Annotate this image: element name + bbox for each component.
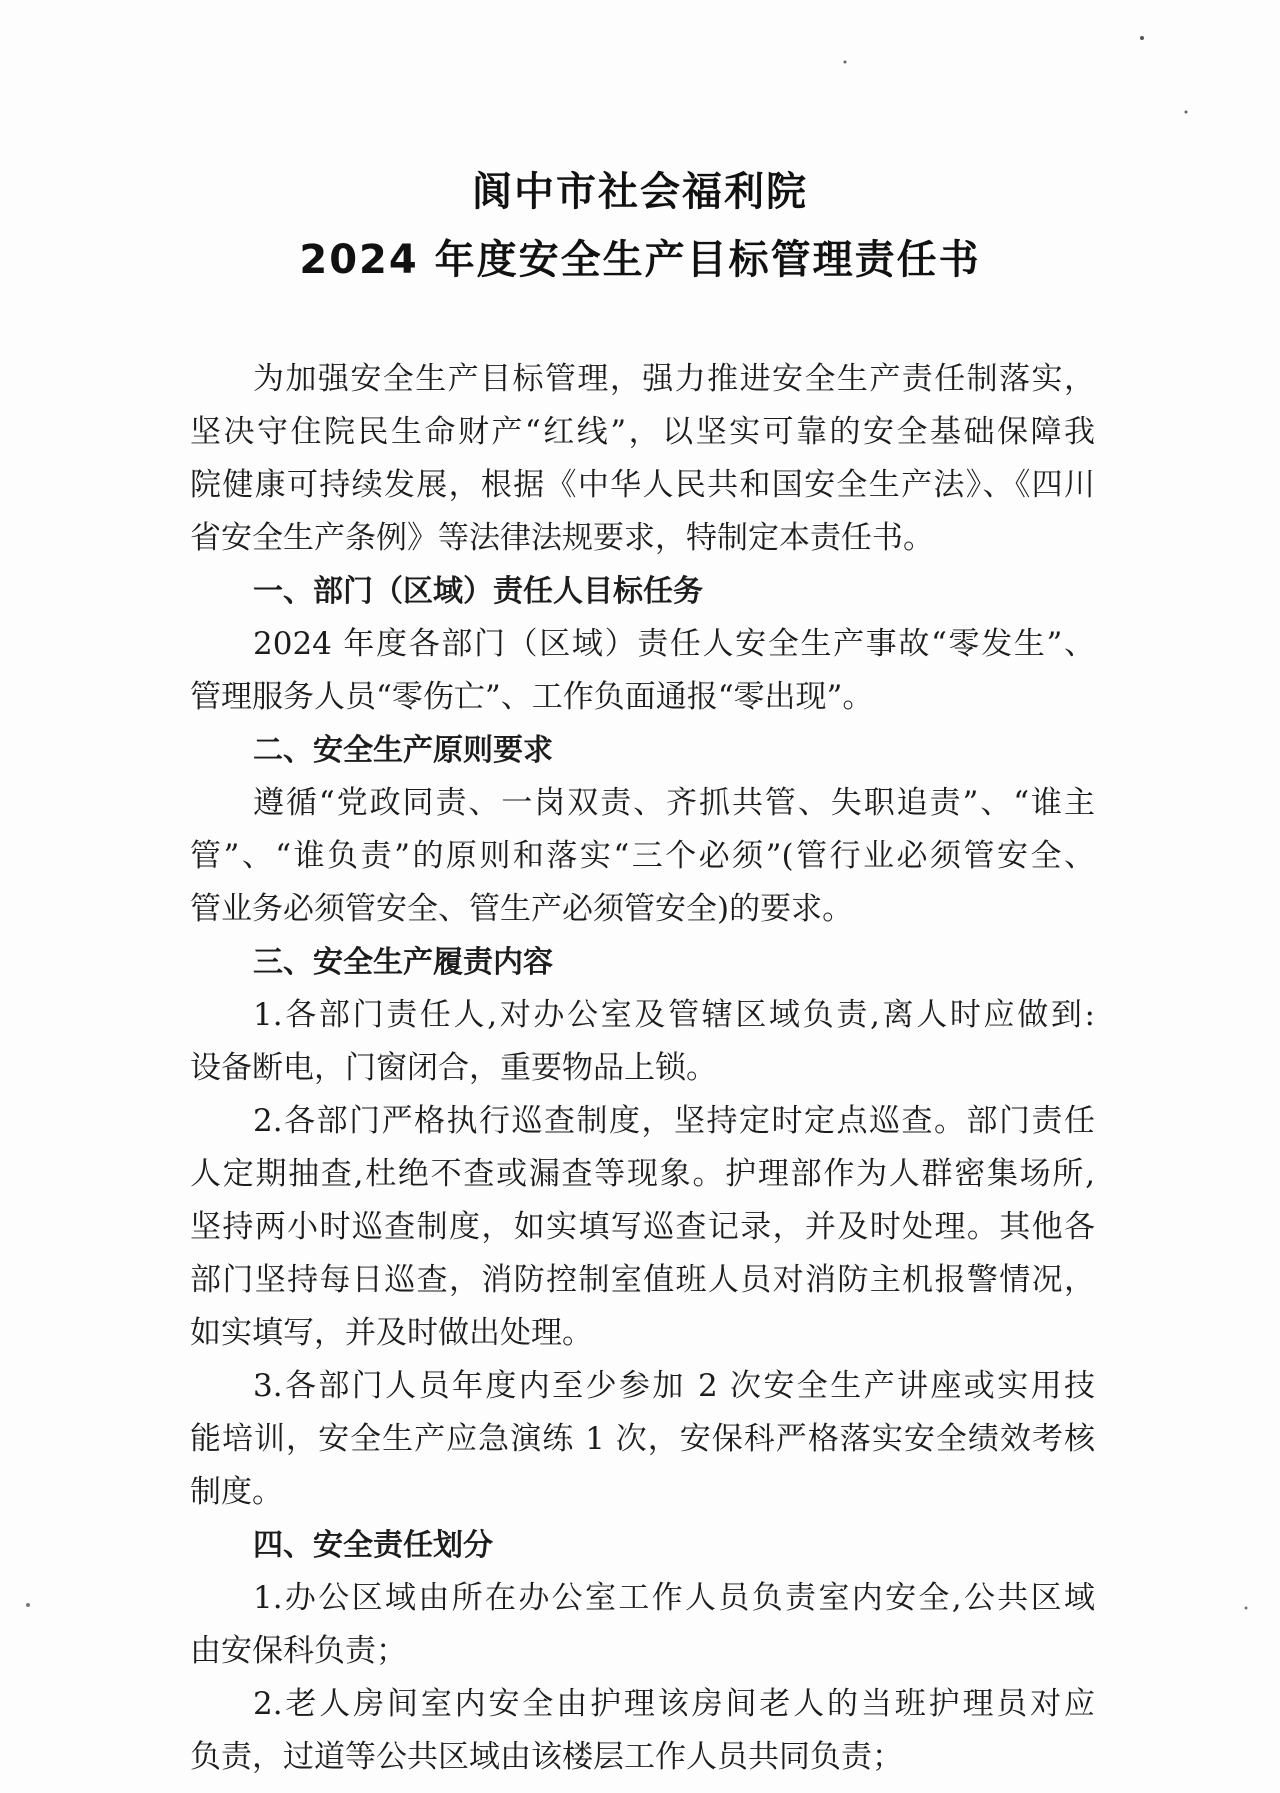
text-line: 管业务必须管安全、管生产必须管安全)的要求。: [190, 891, 854, 927]
section-heading: 一、部门（区域）责任人目标任务: [253, 574, 703, 609]
document-body: [190, 353, 1095, 1784]
text-line: 1.各部门责任人,对办公室及管辖区域负责,离人时应做到:: [253, 997, 1095, 1033]
text-line: 人定期抽查,杜绝不查或漏查等现象。护理部作为人群密集场所,: [190, 1156, 1095, 1192]
section-heading: 三、安全生产履责内容: [253, 945, 553, 980]
section-paragraph: [190, 618, 1095, 724]
section-paragraph: [190, 777, 1095, 936]
text-line: 制度。: [190, 1474, 283, 1510]
text-line: 遵循“党政同责、一岗双责、齐抓共管、失职追责”、“谁主: [253, 785, 1095, 821]
text-line: 省安全生产条例》等法律法规要求，特制定本责任书。: [190, 520, 934, 556]
text-line: 坚决守住院民生命财产“红线”，以坚实可靠的安全基础保障我: [190, 414, 1095, 450]
text-line: 院健康可持续发展，根据《中华人民共和国安全生产法》、《四川: [190, 467, 1095, 503]
text-line: 3.各部门人员年度内至少参加 2 次安全生产讲座或实用技: [253, 1368, 1095, 1404]
section-heading: 二、安全生产原则要求: [253, 733, 553, 768]
text-line: 设备断电，门窗闭合，重要物品上锁。: [190, 1050, 717, 1086]
text-line: 由安保科负责；: [190, 1633, 407, 1669]
text-line: 坚持两小时巡查制度，如实填写巡查记录，并及时处理。其他各: [190, 1209, 1095, 1245]
section-heading: 四、安全责任划分: [253, 1528, 493, 1563]
text-line: 1.办公区域由所在办公室工作人员负责室内安全,公共区域: [253, 1580, 1095, 1616]
document-title: 阆中市社会福利院: [472, 169, 808, 215]
text-line: 2024 年度各部门（区域）责任人安全生产事故“零发生”、: [253, 626, 1095, 662]
text-line: 管理服务人员“零伤亡”、工作负面通报“零出现”。: [190, 679, 874, 715]
text-line: 部门坚持每日巡查，消防控制室值班人员对消防主机报警情况，: [190, 1262, 1095, 1298]
text-line: 如实填写，并及时做出处理。: [190, 1315, 593, 1351]
list-item: [190, 1678, 1095, 1784]
list-item: [190, 989, 1095, 1095]
text-line: 2.老人房间室内安全由护理该房间老人的当班护理员对应: [253, 1686, 1095, 1722]
list-item: [190, 1095, 1095, 1360]
text-line: 能培训，安全生产应急演练 1 次，安保科严格落实安全绩效考核: [190, 1421, 1095, 1457]
text-line: 为加强安全生产目标管理，强力推进安全生产责任制落实，: [253, 361, 1095, 397]
list-item: [190, 1360, 1095, 1519]
document-subtitle: 2024 年度安全生产目标管理责任书: [299, 237, 981, 283]
text-line: 管”、“谁负责”的原则和落实“三个必须”(管行业必须管安全、: [190, 838, 1095, 874]
list-item: [190, 1572, 1095, 1678]
intro-paragraph: [190, 353, 1095, 565]
text-line: 2.各部门严格执行巡查制度，坚持定时定点巡查。部门责任: [253, 1103, 1095, 1139]
text-line: 负责，过道等公共区域由该楼层工作人员共同负责；: [190, 1739, 903, 1775]
